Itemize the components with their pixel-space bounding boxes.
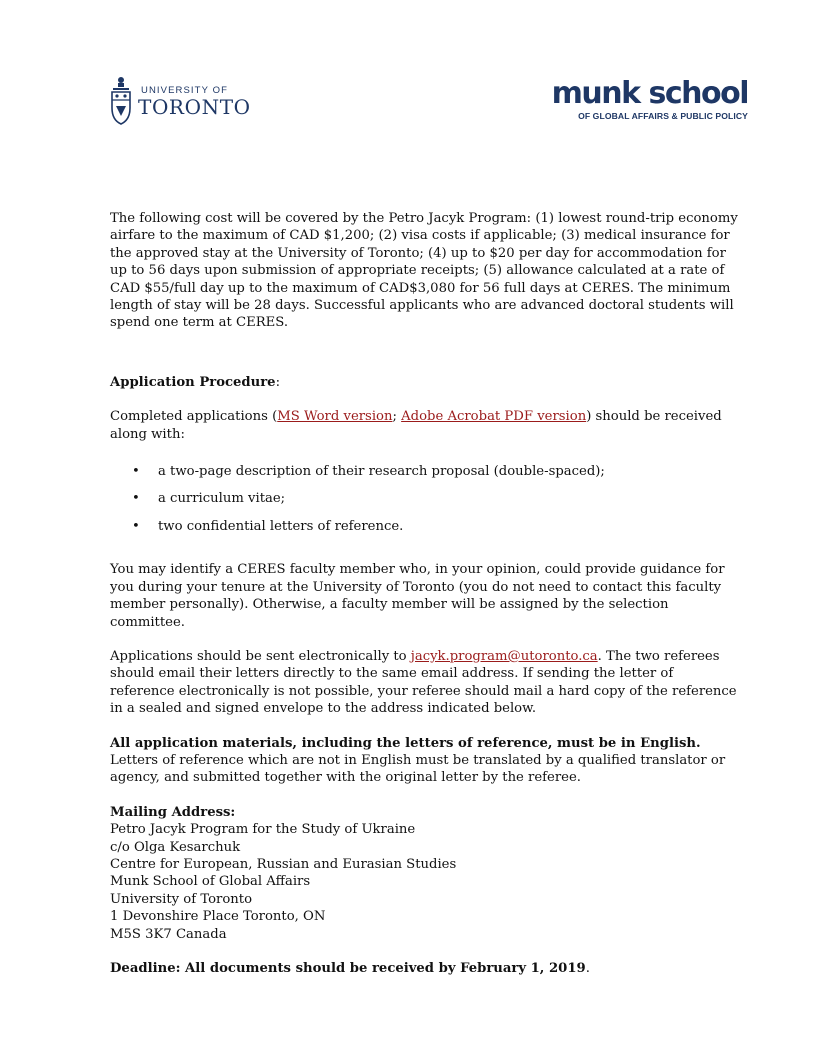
deadline-line <box>110 960 738 977</box>
completed-suffix: ) should be received along with: <box>110 409 722 442</box>
list-item-text: a two-page description of their research proposal (double-spaced); <box>158 464 605 480</box>
procedure-heading-line <box>110 374 738 391</box>
mailing-address <box>110 804 738 943</box>
completed-paragraph <box>110 408 738 443</box>
requirements-list <box>110 463 738 535</box>
list-item-text: two confidential letters of reference. <box>158 518 404 534</box>
mailing-heading: Mailing Address: <box>110 804 236 820</box>
munk-logo-subtitle: OF GLOBAL AFFAIRS & PUBLIC POLICY <box>578 111 748 121</box>
address-line: Centre for European, Russian and Eurasian Studies <box>110 856 457 872</box>
munk-school-logo <box>552 78 748 121</box>
send-paragraph <box>110 648 738 718</box>
address-line: M5S 3K7 Canada <box>110 926 227 942</box>
english-bold-text: All application materials, including the letters of reference, must be in English. <box>110 735 701 751</box>
address-line: University of Toronto <box>110 891 253 907</box>
send-prefix: Applications should be sent electronically to <box>110 648 411 664</box>
document-body <box>110 210 738 977</box>
completed-prefix: Completed applications ( <box>110 409 278 425</box>
address-line: c/o Olga Kesarchuk <box>110 839 241 855</box>
munk-logo-title: munk school <box>551 76 748 111</box>
address-line: Munk School of Global Affairs <box>110 874 311 890</box>
uoft-small-text: UNIVERSITY OF <box>141 84 228 96</box>
uoft-crest-icon <box>110 76 132 126</box>
email-link[interactable]: jacyk.program@utoronto.ca <box>410 648 598 664</box>
bullet-icon: • <box>132 464 140 480</box>
ms-word-link[interactable]: MS Word version <box>277 409 393 425</box>
faculty-paragraph: You may identify a CERES faculty member who, in your opinion, could provide guidance for you during your tenure at the University of Toronto (you do not need to contact this faculty member personally). Otherwise, a faculty member will be assigned by the selection committee. <box>110 562 725 630</box>
uoft-big-text: TORONTO <box>138 94 251 119</box>
deadline-period: . <box>585 961 590 976</box>
english-paragraph <box>110 735 738 787</box>
procedure-heading-colon: : <box>275 374 281 390</box>
list-item <box>110 518 738 535</box>
english-rest-text: Letters of reference which are not in English must be translated by a qualified translator or agency, and submitted together with the original letter by the referee. <box>110 752 726 786</box>
list-item <box>110 463 738 480</box>
bullet-icon: • <box>132 491 140 507</box>
address-line: 1 Devonshire Place Toronto, ON <box>110 909 326 925</box>
deadline-text: Deadline: All documents should be received by February 1, 2019 <box>110 961 586 976</box>
list-item-text: a curriculum vitae; <box>158 491 286 507</box>
bullet-icon: • <box>132 518 140 534</box>
send-suffix: . The two referees should email their letters directly to the same email address. If sending the letter of reference electronically is not possible, your referee should mail a hard copy of the reference in a sealed and signed envelope to the address indicated below. <box>110 648 737 717</box>
link-separator: ; <box>392 409 402 425</box>
list-item <box>110 490 738 507</box>
procedure-heading: Application Procedure <box>110 374 276 390</box>
pdf-link[interactable]: Adobe Acrobat PDF version <box>401 409 587 425</box>
address-line: Petro Jacyk Program for the Study of Ukraine <box>110 822 416 838</box>
intro-paragraph: The following cost will be covered by the Petro Jacyk Program: (1) lowest round-trip economy airfare to the maximum of CAD $1,200; (2) visa costs if applicable; (3) medical insurance for the approved stay at the University of Toronto; (4) up to $20 per day for accommodation for up to 56 days upon submission of appropriate receipts; (5) allowance calculated at a rate of CAD $55/full day up to the maximum of CAD$3,080 for 56 full days at CERES. The minimum length of stay will be 28 days. Successful applicants who are advanced doctoral students will spend one term at CERES. <box>110 211 738 331</box>
uoft-logo <box>110 76 251 126</box>
